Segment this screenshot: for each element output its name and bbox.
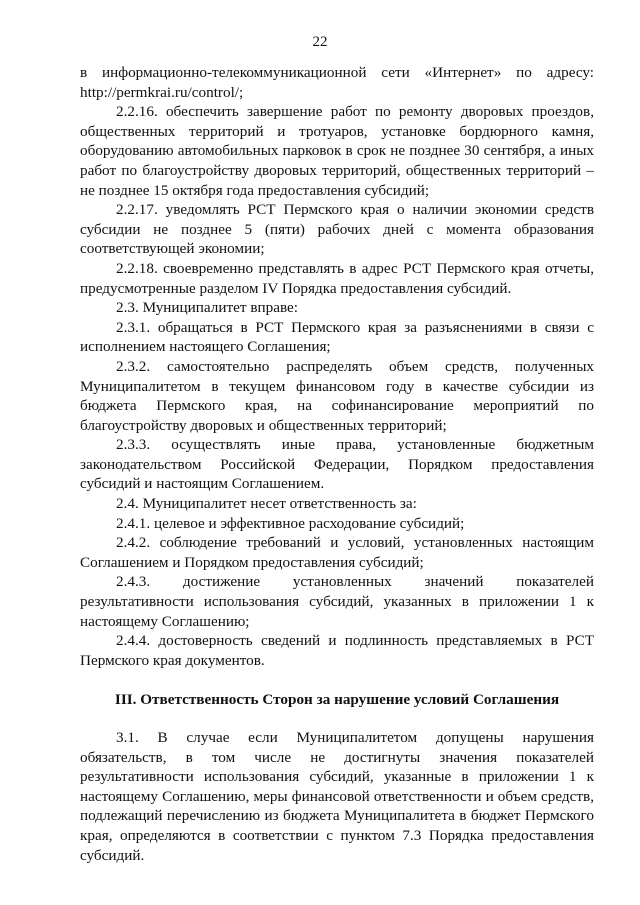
paragraph: в информационно-телекоммуникационной сети «Интернет» по адресу: http://permkrai.ru/control/; xyxy=(80,64,594,101)
paragraph: 2.2.17. уведомлять РСТ Пермского края о наличии экономии средств субсидии не позднее 5 (пяти) рабочих дней с момента образования соответствующей экономии; xyxy=(80,201,594,258)
paragraph: 2.2.16. обеспечить завершение работ по ремонту дворовых проездов, общественных территорий и тротуаров, установке бордюрного камня, оборудованию автомобильных парковок в срок не позднее 30 сентября, а иных работ по благоустройству дворовых территорий, общественных территорий – не позднее 15 октября года предоставления субсидий; xyxy=(80,103,594,199)
paragraph: 2.4.4. достоверность сведений и подлинность представляемых в РСТ Пермского края документов. xyxy=(80,632,594,669)
section-2-paragraphs xyxy=(80,63,594,670)
paragraph: 3.1. В случае если Муниципалитетом допущены нарушения обязательств, в том числе не достигнуты значения показателей результативности использования субсидий, указанные в приложении 1 к настоящему Соглашению, меры финансовой ответственности и объем средств, подлежащий перечислению из бюджета Муниципалитета в бюджет Пермского края, определяются в соответствии с пунктом 7.3 Порядка предоставления субсидий. xyxy=(80,729,594,864)
paragraph: 2.3. Муниципалитет вправе: xyxy=(116,299,299,317)
paragraph: 2.4. Муниципалитет несет ответственность за: xyxy=(116,495,417,513)
paragraph: 2.3.3. осуществлять иные права, установленные бюджетным законодательством Российской Федерации, Порядком предоставления субсидий и настоящим Соглашением. xyxy=(80,436,594,493)
section-3-paragraphs xyxy=(80,728,594,865)
paragraph: 2.3.1. обращаться в РСТ Пермского края за разъяснениями в связи с исполнением настоящего Соглашения; xyxy=(80,318,594,356)
page-number: 22 xyxy=(312,34,328,50)
paragraph: 2.3.2. самостоятельно распределять объем средств, полученных Муниципалитетом в текущем финансовом году в качестве субсидии из бюджета Пермского края, на софинансирование мероприятий по благоустройству дворовых и общественных территорий; xyxy=(80,357,594,434)
document-body xyxy=(80,63,594,865)
section-heading: III. Ответственность Сторон за нарушение условий Соглашения xyxy=(114,691,560,709)
paragraph: 2.4.3. достижение установленных значений показателей результативности использования субсидий, указанных в приложении 1 к настоящему Соглашению; xyxy=(80,573,594,630)
paragraph: 2.4.2. соблюдение требований и условий, установленных настоящим Соглашением и Порядком предоставления субсидий; xyxy=(80,534,594,571)
paragraph: 2.4.1. целевое и эффективное расходование субсидий; xyxy=(116,514,465,532)
paragraph: 2.2.18. своевременно представлять в адрес РСТ Пермского края отчеты, предусмотренные разделом IV Порядка предоставления субсидий. xyxy=(80,259,594,297)
